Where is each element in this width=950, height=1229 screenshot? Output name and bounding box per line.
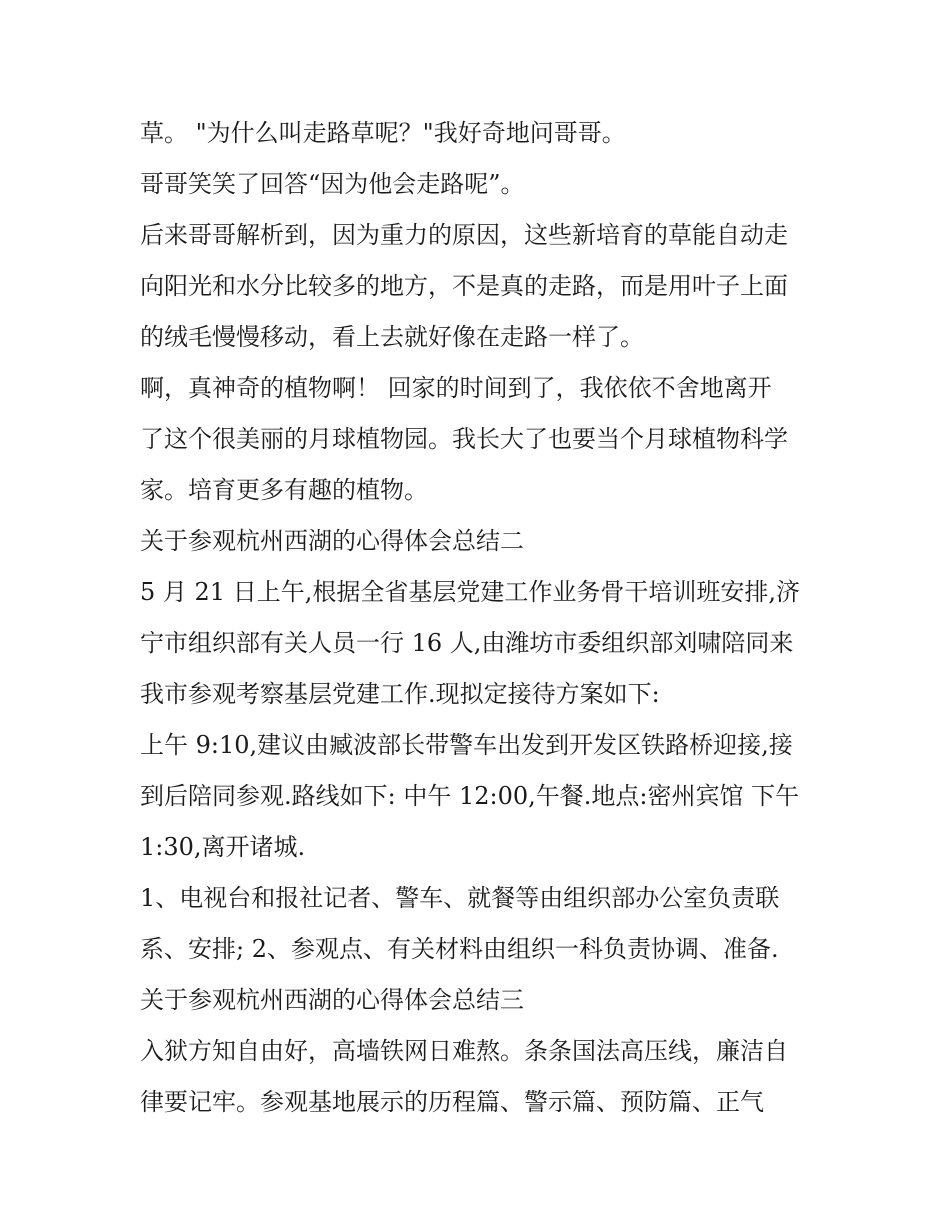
text-line: 上午 9:10,建议由臧波部长带警车出发到开发区铁路桥迎接,接 <box>140 731 793 759</box>
body-text <box>140 108 820 1128</box>
section-heading: 关于参观杭州西湖的心得体会总结三 <box>140 986 524 1014</box>
text-line: 1、电视台和报社记者、警车、就餐等由组织部办公室负责联 <box>140 884 780 912</box>
text-line: 入狱方知自由好，高墙铁网日难熬。条条国法高压线，廉洁自 <box>140 1037 788 1065</box>
text-line: 向阳光和水分比较多的地方，不是真的走路，而是用叶子上面 <box>140 272 788 300</box>
text-line: 5 月 21 日上午,根据全省基层党建工作业务骨干培训班安排,济 <box>140 578 800 606</box>
text-line: 律要记牢。参观基地展示的历程篇、警示篇、预防篇、正气 <box>140 1088 764 1116</box>
text-line: 啊，真神奇的植物啊！ 回家的时间到了，我依依不舍地离开 <box>140 374 772 402</box>
text-line: 宁市组织部有关人员一行 16 人,由潍坊市委组织部刘啸陪同来 <box>140 629 794 657</box>
text-line: 我市参观考察基层党建工作.现拟定接待方案如下: <box>140 680 660 708</box>
section-heading: 关于参观杭州西湖的心得体会总结二 <box>140 527 524 555</box>
text-line: 后来哥哥解析到，因为重力的原因，这些新培育的草能自动走 <box>140 221 788 249</box>
text-line: 1:30,离开诸城. <box>140 833 306 861</box>
text-line: 的绒毛慢慢移动，看上去就好像在走路一样了。 <box>140 323 644 351</box>
text-line: 系、安排; 2、参观点、有关材料由组织一科负责协调、准备. <box>140 935 779 963</box>
text-line: 哥哥笑笑了回答“因为他会走路呢”。 <box>140 170 525 198</box>
text-line: 到后陪同参观.路线如下: 中午 12:00,午餐.地点:密州宾馆 下午 <box>140 782 800 810</box>
text-line: 家。培育更多有趣的植物。 <box>140 476 428 504</box>
text-line: 草。 "为什么叫走路草呢？"我好奇地问哥哥。 <box>140 119 626 147</box>
text-line: 了这个很美丽的月球植物园。我长大了也要当个月球植物科学 <box>140 425 788 453</box>
